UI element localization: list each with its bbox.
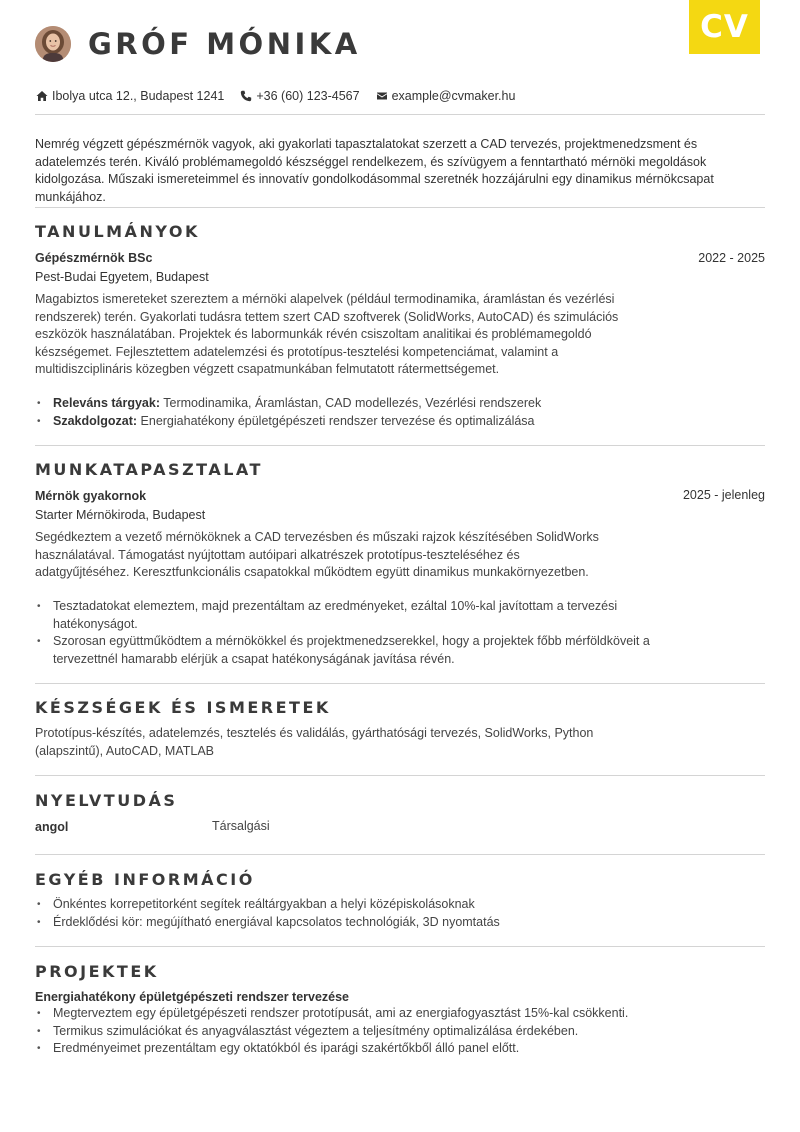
language-name: angol [35,820,69,834]
section-title-other: EGYÉB INFORMÁCIÓ [35,870,255,889]
skills-text: Prototípus-készítés, adatelemzés, tesztelés és validálás, gyárthatósági tervezés, SolidWorks, Python (alapszintű), AutoCAD, MATLAB [35,726,594,758]
list-item: • Termikus szimulációkat és anyagválasztást végeztem a teljesítmény optimalizálása érdekében. [35,1023,628,1041]
divider [35,207,765,208]
experience-description: Segédkeztem a vezető mérnököknek a CAD tervezésben és műszaki rajzok készítésében SolidWorks használatával. Támogatást nyújtottam autóipari alkatrészek prototípus-teszteléséhez és adatgyűjtéséhez. Keresztfunkcionális csapatokkal működtem együtt dinamikus munkakörnyezetben. [35,530,599,579]
cv-logo-badge: CV [689,0,760,54]
section-title-projects: PROJEKTEK [35,962,159,981]
education-bullets [35,395,541,430]
contact-address [36,89,224,103]
bullet-text: Termodinamika, Áramlástan, CAD modellezés, Vezérlési rendszerek [163,396,542,410]
bullet-label: Releváns tárgyak: [53,396,161,410]
section-title-education: TANULMÁNYOK [35,222,200,241]
list-item: • Eredményeimet prezentáltam egy oktatókból és iparági szakértőkből álló panel előtt. [35,1040,628,1058]
divider [35,854,765,855]
avatar [35,26,71,62]
bullet-label: Szakdolgozat: [53,413,138,428]
education-school: Pest-Budai Egyetem, Budapest [35,270,209,284]
email-link[interactable]: example@cvmaker.hu [391,89,516,103]
phone-icon [240,90,252,102]
bullet-text: Energiahatékony épületgépészeti rendszer tervezése és optimalizálása [140,413,535,428]
list-item [35,413,541,431]
contact-phone [240,89,359,103]
header [35,26,361,62]
contact-email [376,89,516,103]
experience-role: Mérnök gyakornok [35,489,147,503]
education-degree: Gépészmérnök BSc [35,251,153,265]
list-item: • Tesztadatokat elemeztem, majd prezentáltam az eredményeket, ezáltal 10%-kal javítottam a tervezési hatékonyságot. [35,598,650,633]
education-dates: 2022 - 2025 [698,251,765,265]
project-name: Energiahatékony épületgépészeti rendszer tervezése [35,990,350,1004]
divider [35,775,765,776]
avatar-photo-icon [35,26,71,62]
list-item: • Érdeklődési kör: megújítható energiával kapcsolatos technológiák, 3D nyomtatás [35,914,500,932]
divider [35,683,765,684]
other-bullets [35,896,500,931]
list-item: • Önkéntes korrepetitorként segítek reáltárgyakban a helyi középiskolásoknak [35,896,500,914]
experience-bullets [35,598,650,668]
education-description: Magabiztos ismereteket szereztem a mérnöki alapelvek (például termodinamika, áramlástan és vezérlési rendszerek) terén. Gyakorlati tudásra tettem szert CAD szoftverek (SolidWorks, AutoCAD) és szimulációs eszközök használatában. Projektek és labormunkák révén csiszoltam analitikai és problémamegoldó készségemet. Fejlesztettem adatelemzési és prototípus-tesztelési kompetenciámat, valamint a multidiszciplináris közegben végzett csapatmunkában felmutatott rátermettségemet. [35,292,619,376]
contact-row [36,89,531,103]
section-title-experience: MUNKATAPASZTALAT [35,460,263,479]
address-text: Ibolya utca 12., Budapest 1241 [52,89,225,103]
candidate-name: GRÓF MÓNIKA [88,27,361,61]
section-title-skills: KÉSZSÉGEK ÉS ISMERETEK [35,698,331,717]
profile-summary: Nemrég végzett gépészmérnök vagyok, aki gyakorlati tapasztalatokat szerzett a CAD tervezés, projektmenedzsment és adatelemzés terén. Kiváló problémamegoldó készséggel rendelkezem, és szívügyem a fenntartható mérnöki megoldások kidolgozása. Műszaki ismereteimmel és innovatív gondolkodásommal szeretnék hozzájárulni egy dinamikus mérnökcsapat munkájához. [35,137,714,204]
list-item [35,395,541,413]
phone-text[interactable]: +36 (60) 123-4567 [256,89,360,103]
divider [35,946,765,947]
section-title-languages: NYELVTUDÁS [35,791,178,810]
list-item: • Megterveztem egy épületgépészeti rendszer prototípusát, ami az energiafogyasztást 15%-kal csökkenti. [35,1005,628,1023]
divider [35,445,765,446]
list-item: • Szorosan együttműködtem a mérnökökkel és projektmenedzserekkel, hogy a projektek főbb mérföldköveit a tervezettnél hamarabb elérjük a csapat hatékonyságának javítása révén. [35,633,650,668]
experience-dates: 2025 - jelenleg [682,488,765,502]
experience-company: Starter Mérnökiroda, Budapest [35,508,206,522]
language-level: Társalgási [212,819,270,833]
project-bullets [35,1005,628,1058]
divider [35,114,765,115]
home-icon [36,90,48,102]
envelope-icon [376,90,388,102]
